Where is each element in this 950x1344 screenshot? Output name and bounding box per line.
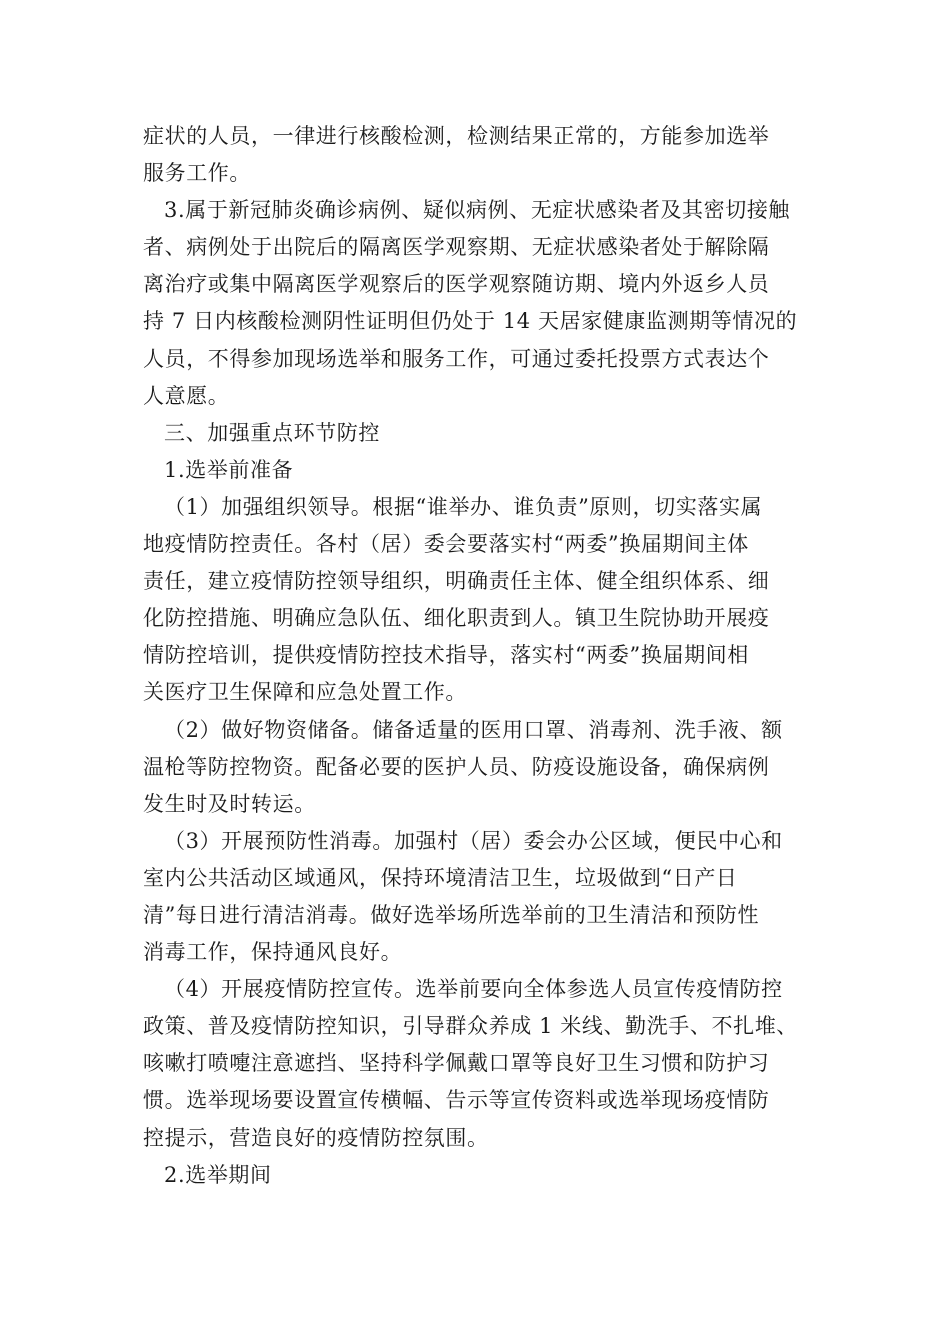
text-line: 责任，建立疫情防控领导组织，明确责任主体、健全组织体系、细 xyxy=(143,569,770,594)
paragraph-p-1-4 xyxy=(143,971,813,1156)
text-line: 持 7 日内核酸检测阴性证明但仍处于 14 天居家健康监测期等情况的 xyxy=(143,309,798,334)
text-line: 者、病例处于出院后的隔离医学观察期、无症状感染者处于解除隔 xyxy=(143,235,770,260)
text-line: 服务工作。 xyxy=(143,161,251,186)
text-line: 室内公共活动区域通风，保持环境清洁卫生，垃圾做到“日产日 xyxy=(143,865,738,890)
text-line: 地疫情防控责任。各村（居）委会要落实村“两委”换届期间主体 xyxy=(143,532,749,557)
text-line: 咳嗽打喷嚏注意遮挡、坚持科学佩戴口罩等良好卫生习惯和防护习 xyxy=(143,1051,770,1076)
text-line: 化防控措施、明确应急队伍、细化职责到人。镇卫生院协助开展疫 xyxy=(143,606,770,631)
text-line: 三、加强重点环节防控 xyxy=(164,420,380,445)
paragraph-p-1-1 xyxy=(143,489,813,712)
text-line: 2.选举期间 xyxy=(164,1162,272,1187)
text-line: （4）开展疫情防控宣传。选举前要向全体参选人员宣传疫情防控 xyxy=(164,977,783,1002)
text-line: 1.选举前准备 xyxy=(164,457,294,482)
text-line: 惯。选举现场要设置宣传横幅、告示等宣传资料或选举现场疫情防 xyxy=(143,1088,770,1113)
paragraph-p-continued xyxy=(143,118,813,192)
text-line: 人意愿。 xyxy=(143,383,230,408)
text-line: 关医疗卫生保障和应急处置工作。 xyxy=(143,680,467,705)
text-line: 发生时及时转运。 xyxy=(143,791,316,816)
paragraph-p-1-2 xyxy=(143,712,813,823)
text-line: 消毒工作，保持通风良好。 xyxy=(143,940,403,965)
paragraph-p-sub-2 xyxy=(143,1157,813,1194)
text-line: 温枪等防控物资。配备必要的医护人员、防疫设施设备，确保病例 xyxy=(143,754,770,779)
paragraph-p-1-3 xyxy=(143,823,813,971)
text-line: 情防控培训，提供疫情防控技术指导，落实村“两委”换届期间相 xyxy=(143,643,749,668)
paragraph-p-sub-1 xyxy=(143,452,813,489)
text-line: （2）做好物资储备。储备适量的医用口罩、消毒剂、洗手液、额 xyxy=(164,717,783,742)
text-line: 政策、普及疫情防控知识，引导群众养成 1 米线、勤洗手、不扎堆、 xyxy=(143,1014,798,1039)
paragraph-p-section-3 xyxy=(143,415,813,452)
text-line: 3.属于新冠肺炎确诊病例、疑似病例、无症状感染者及其密切接触 xyxy=(164,198,791,223)
document-page xyxy=(143,118,813,1194)
paragraph-p-item-3 xyxy=(143,192,813,415)
text-line: 控提示，营造良好的疫情防控氛围。 xyxy=(143,1125,489,1150)
text-line: 清”每日进行清洁消毒。做好选举场所选举前的卫生清洁和预防性 xyxy=(143,902,760,927)
text-line: 人员，不得参加现场选举和服务工作，可通过委托投票方式表达个 xyxy=(143,346,770,371)
text-line: 离治疗或集中隔离医学观察后的医学观察随访期、境内外返乡人员 xyxy=(143,272,770,297)
text-line: 症状的人员，一律进行核酸检测，检测结果正常的，方能参加选举 xyxy=(143,124,770,148)
text-line: （3）开展预防性消毒。加强村（居）委会办公区域，便民中心和 xyxy=(164,828,783,853)
text-line: （1）加强组织领导。根据“谁举办、谁负责”原则，切实落实属 xyxy=(164,494,763,519)
